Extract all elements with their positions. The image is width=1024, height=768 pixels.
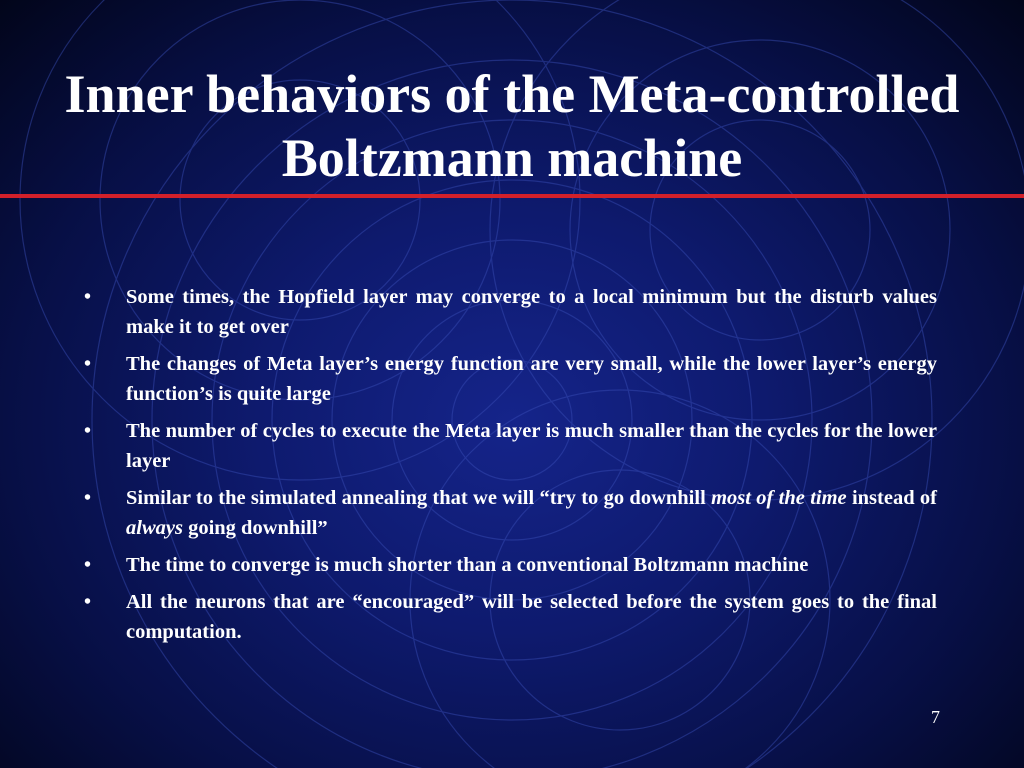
- slide-title: Inner behaviors of the Meta-controlled Boltzmann machine: [64, 64, 960, 188]
- bullet-item: [84, 483, 937, 543]
- bullet-marker: •: [84, 353, 92, 375]
- bullet-marker: •: [84, 591, 92, 613]
- bullet-text: going downhill”: [182, 517, 328, 539]
- bullet-text-italic: most of the time: [711, 487, 847, 509]
- bullet-marker: •: [84, 286, 92, 308]
- slide-number: 7: [931, 707, 940, 727]
- bullet-text: All the neurons that are “encouraged” will be selected before the system goes to the final computation.: [126, 591, 937, 643]
- bullet-item: [84, 349, 937, 409]
- bullet-item: [84, 416, 937, 476]
- title-divider: [0, 194, 1024, 198]
- bullet-item: [84, 550, 937, 580]
- bullet-text: Similar to the simulated annealing that we will “try to go downhill: [126, 487, 712, 509]
- bullet-text: The time to converge is much shorter than a conventional Boltzmann machine: [126, 554, 809, 576]
- bullet-text: instead of: [846, 487, 938, 509]
- bullet-text-italic: always: [126, 517, 183, 539]
- bullet-text: The number of cycles to execute the Meta layer is much smaller than the cycles for the lower layer: [126, 420, 937, 472]
- bullet-item: [84, 282, 937, 342]
- bullet-marker: •: [84, 487, 92, 509]
- bullet-text: Some times, the Hopfield layer may converge to a local minimum but the disturb values make it to get over: [126, 286, 937, 338]
- bullet-text: The changes of Meta layer’s energy function are very small, while the lower layer’s energy function’s is quite large: [126, 353, 937, 405]
- bullet-list: [84, 282, 937, 654]
- bullet-marker: •: [84, 554, 92, 576]
- bullet-item: [84, 587, 937, 647]
- bullet-marker: •: [84, 420, 92, 442]
